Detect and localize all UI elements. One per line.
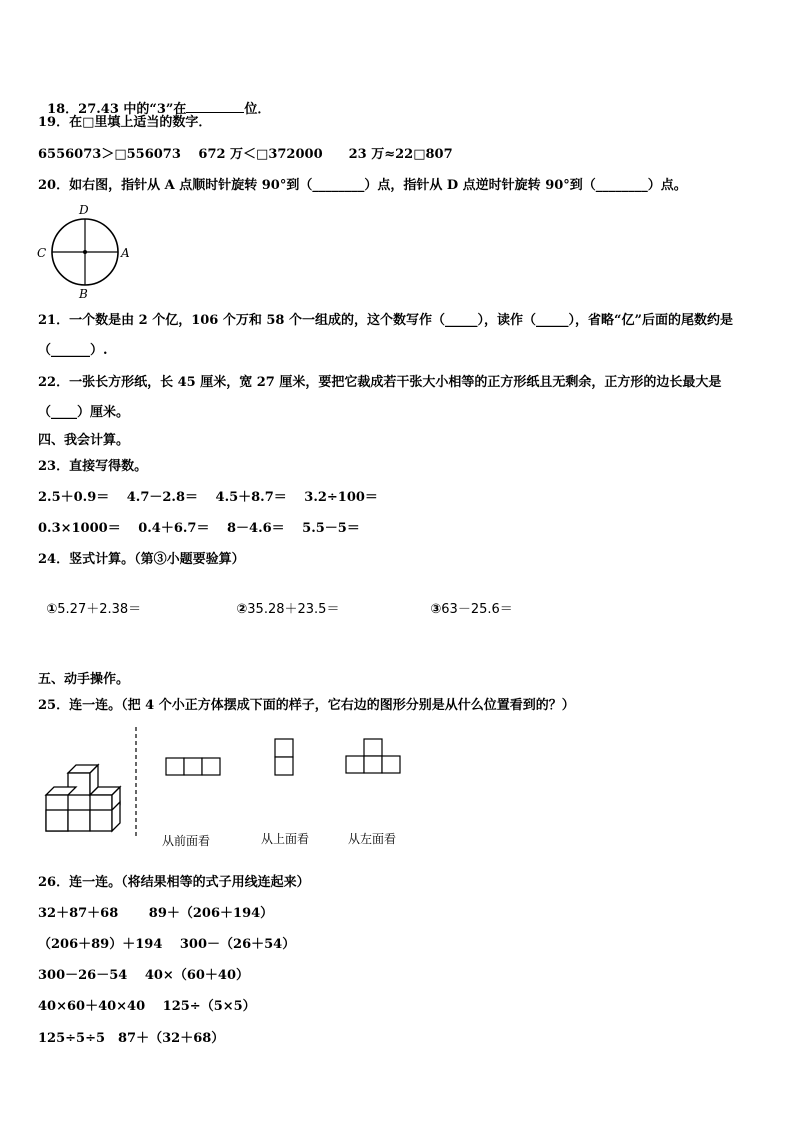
q24-item-1 [38,583,141,619]
q24-item-3 [422,583,513,619]
question-23: 23．直接写得数。 [38,459,148,474]
question-22: 22．一张长方形纸，长 45 厘米，宽 27 厘米，要把它裁成若干张大小相等的正方形纸且无剩余，正方形的边长最大是 [38,375,722,390]
q26-row: 125÷5÷5 87＋（32＋68） [38,1031,225,1046]
question-19-items: 6556073＞□556073 672 万＜□372000 23 万≈22□807 [38,147,453,162]
caption-top-view: 从上面看 [261,832,310,846]
q24-item-3-expr: 63－25.6＝ [441,602,513,617]
q23-row-2: 0.3×1000＝ 0.4＋6.7＝ 8－4.6＝ 5.5－5＝ [38,521,360,536]
q24-item-2-expr: 35.28＋23.5＝ [247,602,340,617]
label-d: D [79,203,89,217]
q18-suffix: 位． [244,102,271,117]
q26-row: 32＋87＋68 89＋（206＋194） [38,906,274,921]
cube-views-diagram [40,725,420,840]
question-20: 20．如右图，指针从 A 点顺时针旋转 90°到（________）点，指针从 D 点逆时针旋转 90°到（________）点。 [38,178,687,193]
q24-item-2 [228,583,339,619]
top-view-shape [275,739,293,775]
center-point [83,250,87,254]
left-view-shape [346,739,400,773]
q26-row: 40×60＋40×40 125÷（5×5） [38,999,256,1014]
q26-row: （206＋89）＋194 300－（26＋54） [38,937,296,952]
q18-text: 18．27.43 中的“3”在 [47,102,187,117]
q18-blank[interactable] [186,100,244,113]
caption-left-view: 从左面看 [348,832,397,846]
label-b: B [79,287,88,301]
question-19: 19．在□里填上适当的数字． [38,115,212,130]
clock-diagram [34,202,138,302]
caption-front-view: 从前面看 [162,834,211,848]
q23-row-1: 2.5＋0.9＝ 4.7－2.8＝ 4.5＋8.7＝ 3.2÷100＝ [38,490,378,505]
question-21: 21．一个数是由 2 个亿，106 个万和 58 个一组成的，这个数写作（_____），读作（_____），省略“亿”后面的尾数约是 [38,313,733,328]
section-4-heading: 四、我会计算。 [38,433,130,448]
question-22-cont: （____）厘米。 [38,405,130,420]
cube-stack [46,765,120,831]
q24-item-1-num: ① [46,602,58,617]
front-view-shape [166,758,220,775]
q24-item-2-num: ② [236,602,248,617]
q24-item-3-num: ③ [430,602,442,617]
question-26: 26．连一连。（将结果相等的式子用线连起来） [38,875,310,890]
q24-item-1-expr: 5.27＋2.38＝ [57,602,142,617]
question-25: 25．连一连。（把 4 个小正方体摆成下面的样子，它右边的图形分别是从什么位置看到的？） [38,698,575,713]
label-c: C [37,246,47,260]
question-24: 24．竖式计算。（第③小题要验算） [38,552,245,567]
q26-row: 300－26－54 40×（60＋40） [38,968,250,983]
label-a: A [121,246,130,260]
question-21-cont: （______）. [38,343,108,358]
section-5-heading: 五、动手操作。 [38,672,130,687]
